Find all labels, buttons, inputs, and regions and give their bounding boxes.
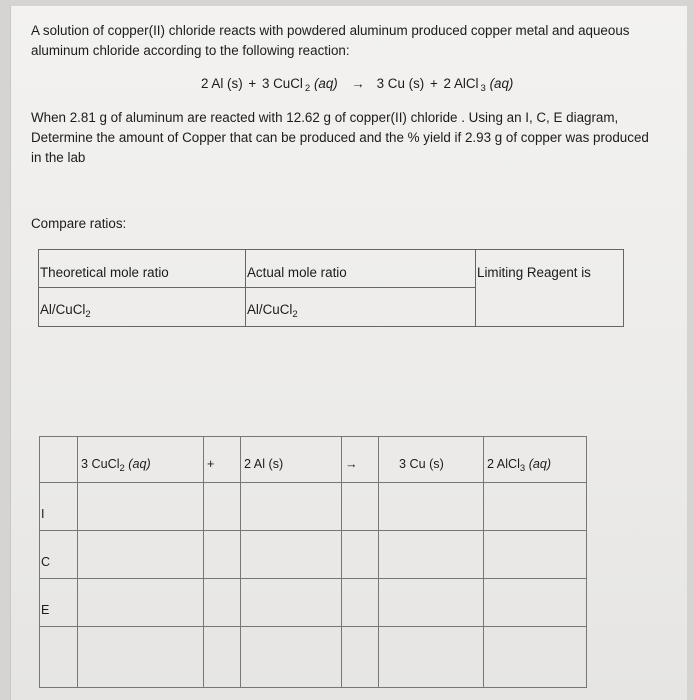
- ice-cell[interactable]: [484, 483, 587, 531]
- limiting-reagent-cell[interactable]: Limiting Reagent is: [476, 250, 624, 327]
- ice-cell[interactable]: [204, 531, 241, 579]
- eq-reactant-al: 2 Al (s): [201, 76, 243, 91]
- eq-reactant-cucl2: 3 CuCl $_2$ (aq): [261, 76, 338, 94]
- eq-arrow: →: [351, 76, 365, 91]
- ratio-table: [38, 249, 624, 327]
- ice-header-cu: 3 Cu (s): [379, 437, 484, 483]
- ice-table: [39, 436, 587, 688]
- ice-cell[interactable]: [241, 483, 342, 531]
- eq-product-cu: 3 Cu (s): [376, 76, 425, 91]
- ice-cell[interactable]: [484, 579, 587, 627]
- ice-cell[interactable]: [379, 531, 484, 579]
- ice-corner: [40, 437, 78, 483]
- theoretical-ratio-cell[interactable]: Theoretical mole ratio: [39, 250, 246, 288]
- ice-cell[interactable]: [78, 627, 204, 688]
- actual-ratio-cell[interactable]: Actual mole ratio: [246, 250, 476, 288]
- ice-cell[interactable]: [241, 531, 342, 579]
- eq-product-alcl3: 2 AlCl $_3$ (aq): [443, 76, 514, 94]
- actual-ratio-value[interactable]: Al/CuCl$_2$: [246, 288, 476, 327]
- ice-row-label-extra: [40, 627, 78, 688]
- eq-plus-2: +: [429, 76, 438, 91]
- ice-cell[interactable]: [379, 627, 484, 688]
- problem-intro: A solution of copper(II) chloride reacts with powdered aluminum produced copper metal and aqueous aluminum chloride according to the following reaction:: [31, 23, 630, 58]
- ice-header-alcl3: 2 AlCl$_3$ (aq): [484, 437, 587, 483]
- ice-cell[interactable]: [204, 483, 241, 531]
- compare-ratios-label: Compare ratios:: [31, 216, 127, 231]
- ice-cell[interactable]: [342, 531, 379, 579]
- eq-plus: +: [248, 76, 257, 91]
- ice-header-al: 2 Al (s): [241, 437, 342, 483]
- ice-cell[interactable]: [204, 627, 241, 688]
- ice-cell[interactable]: [342, 579, 379, 627]
- ice-row-label-i: I: [40, 483, 78, 531]
- worksheet-page: [10, 6, 687, 700]
- ice-cell[interactable]: [78, 531, 204, 579]
- ice-row-label-e: E: [40, 579, 78, 627]
- ice-cell[interactable]: [342, 627, 379, 688]
- ice-header-arrow: →: [342, 437, 379, 483]
- ice-cell[interactable]: [241, 627, 342, 688]
- ice-cell[interactable]: [379, 579, 484, 627]
- ice-cell[interactable]: [484, 531, 587, 579]
- ice-cell[interactable]: [342, 483, 379, 531]
- ice-cell[interactable]: [241, 579, 342, 627]
- ice-cell[interactable]: [379, 483, 484, 531]
- ice-cell[interactable]: [78, 483, 204, 531]
- problem-question: When 2.81 g of aluminum are reacted with 12.62 g of copper(II) chloride . Using an I, C, E diagram, Determine the amount of Copper that can be produced and the % yield if 2.93 g of copper was produced in the lab: [31, 110, 649, 165]
- ice-header-cucl2: 3 CuCl$_2$ (aq): [78, 437, 204, 483]
- reaction-equation: [201, 76, 515, 94]
- ice-cell[interactable]: [78, 579, 204, 627]
- ice-cell[interactable]: [204, 579, 241, 627]
- ice-header-plus: +: [204, 437, 241, 483]
- ice-row-label-c: C: [40, 531, 78, 579]
- ice-cell[interactable]: [484, 627, 587, 688]
- theoretical-ratio-value[interactable]: Al/CuCl$_2$: [39, 288, 246, 327]
